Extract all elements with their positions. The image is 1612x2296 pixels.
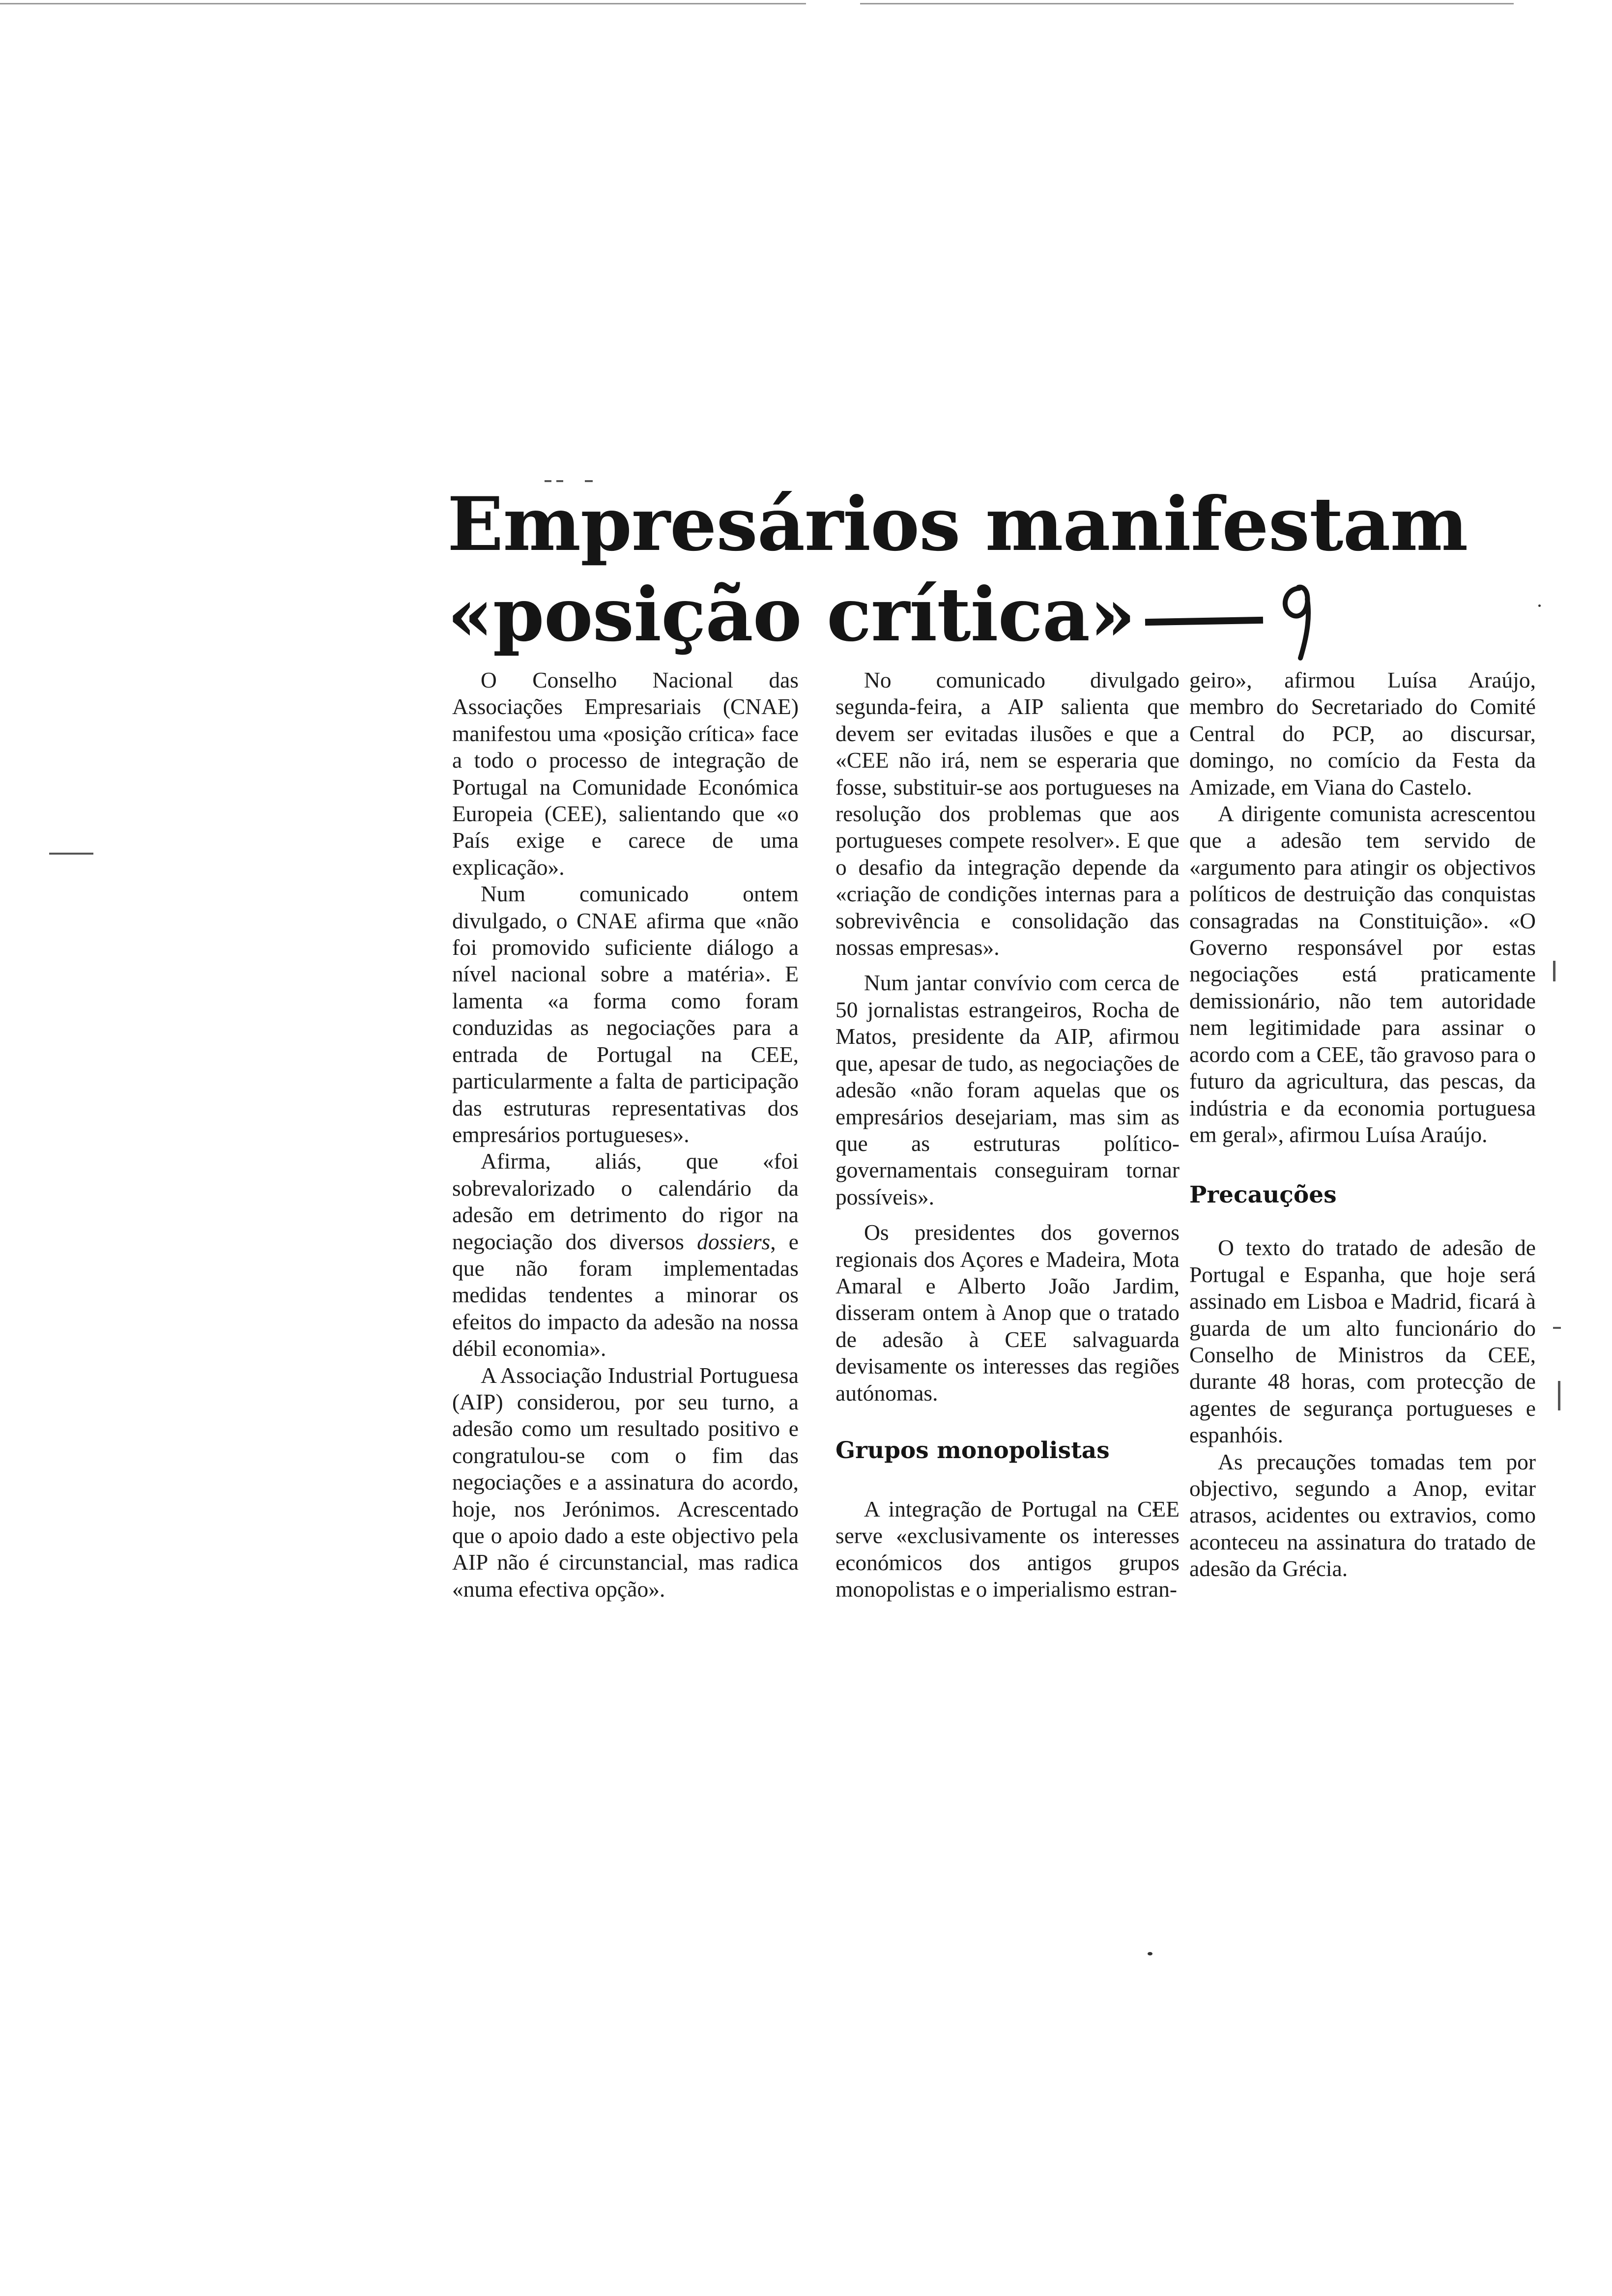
col1-paragraph-4: A Associação Industrial Portuguesa (AIP) considerou, por seu turno, a adesão como um resultado positivo e congratulou-se com o fim das negociações e a assinatura do acordo, hoje, nos Jerónimos. Acrescentado que o apoio dado a este objectivo pela AIP não é circunstancial, mas radica «numa efectiva opção». bbox=[452, 1362, 799, 1602]
handwritten-page-mark bbox=[1270, 579, 1324, 663]
subhead-precaucoes: Precauções bbox=[1189, 1181, 1337, 1209]
scan-top-rule-right bbox=[860, 3, 1514, 4]
scan-mark-right-1 bbox=[1553, 961, 1555, 981]
article-column-2 bbox=[835, 667, 1180, 1603]
scan-mark-left bbox=[49, 853, 93, 855]
col3-paragraph-3: As precauções tomadas tem por objectivo, segundo a Anop, evitar atrasos, acidentes ou extravios, como aconteceu na assinatura do tratado de adesão da Grécia. bbox=[1189, 1449, 1536, 1581]
subhead-grupos-monopolistas: Grupos monopolistas bbox=[835, 1436, 1110, 1464]
scan-speck-3 bbox=[1538, 604, 1541, 607]
col3-paragraph-2: O texto do tratado de adesão de Portugal e Espanha, que hoje será assinado em Lisboa e Madrid, ficará à guarda de um alto funcionário do Conselho de Ministros da CEE, durante 48 horas, com protecção de agentes de segurança portugueses e espanhóis. bbox=[1189, 1235, 1536, 1448]
col1-paragraph-2: Num comunicado ontem divulgado, o CNAE afirma que «não foi promovido suficiente diálogo a nível nacional sobre a matéria». E lamenta «a forma como foram conduzidas as negociações para a entrada de Portugal na CEE, particularmente a falta de participação das estruturas representativas dos empresários portugueses». bbox=[452, 881, 799, 1147]
col1-paragraph-3-tail: , e que não foram implementadas medidas tendentes a minorar os efeitos do impacto da adesão na nossa débil economia». bbox=[452, 1229, 799, 1361]
col1-paragraph-3-text: Afirma, aliás, que «foi sobrevalorizado o calendário da adesão em detrimento do rigor na negociação dos diversos bbox=[452, 1148, 799, 1254]
col1-italic-word: dossiers bbox=[697, 1229, 771, 1254]
article-headline bbox=[447, 479, 1468, 663]
col3-paragraph-1: A dirigente comunista acrescentou que a adesão tem servido de «argumento para atingir os objectivos políticos de destruição das conquistas consagradas na Constituição». «O Governo responsável por estas negociações está praticamente demissionário, não tem autoridade nem legitimidade para assinar o acordo com a CEE, tão gravoso para o futuro da agricultura, das pescas, da indústria e da economia portuguesa em geral», afirmou Luísa Araújo. bbox=[1189, 801, 1536, 1147]
article-column-3 bbox=[1189, 667, 1536, 1582]
scan-mark-right-2 bbox=[1558, 1381, 1560, 1410]
headline-line-2 bbox=[447, 570, 1430, 663]
col1-paragraph-1: O Conselho Nacional das Associações Empresariais (CNAE) manifestou uma «posição crítica» face a todo o processo de integração de Portugal na Comunidade Económica Europeia (CEE), salientando que «o País exige e carece de uma explicação». bbox=[452, 667, 799, 880]
col2-paragraph-2: Num jantar convívio com cerca de 50 jornalistas estrangeiros, Rocha de Matos, presidente da AIP, afirmou que, apesar de tudo, as negociações de adesão «não foram aquelas que os empresários desejariam, mas sim as que as estruturas político-governamentais conseguiram tornar possíveis». bbox=[835, 970, 1180, 1209]
col2-paragraph-3: Os presidentes dos governos regionais dos Açores e Madeira, Mota Amaral e Alberto João Jardim, disseram ontem à Anop que o tratado de adesão à CEE salvaguarda devisamente os interesses das regiões autónomas. bbox=[835, 1220, 1180, 1406]
scan-speck-1 bbox=[1148, 1952, 1152, 1955]
col2-paragraph-4: A integração de Portugal na CEE serve «exclusivamente os interesses económicos dos antigos grupos monopolistas e o imperialismo estran- bbox=[835, 1496, 1180, 1602]
scan-top-rule-left bbox=[0, 3, 806, 4]
article-column-1 bbox=[452, 667, 799, 1603]
col3-paragraph-continued: geiro», afirmou Luísa Araújo, membro do Secretariado do Comité Central do PCP, ao discursar, domingo, no comício da Festa da Amizade, em Viana do Castelo. bbox=[1189, 667, 1536, 800]
headline-line-2-text: «posição crítica» bbox=[447, 572, 1135, 658]
col2-paragraph-1: No comunicado divulgado segunda-feira, a AIP salienta que devem ser evitadas ilusões e que a «CEE não irá, nem se esperaria que fosse, substituir-se aos portugueses na resolução dos problemas que aos portugueses compete resolver». E que o desafio da integração depende da «criação de condições internas para a sobrevivência e consolidação das nossas empresas». bbox=[835, 667, 1180, 960]
col1-paragraph-3 bbox=[452, 1148, 799, 1362]
headline-line-1: Empresários manifestam bbox=[447, 481, 1468, 568]
headline-dash bbox=[1145, 617, 1263, 626]
scan-mark-right-3 bbox=[1553, 1327, 1561, 1329]
